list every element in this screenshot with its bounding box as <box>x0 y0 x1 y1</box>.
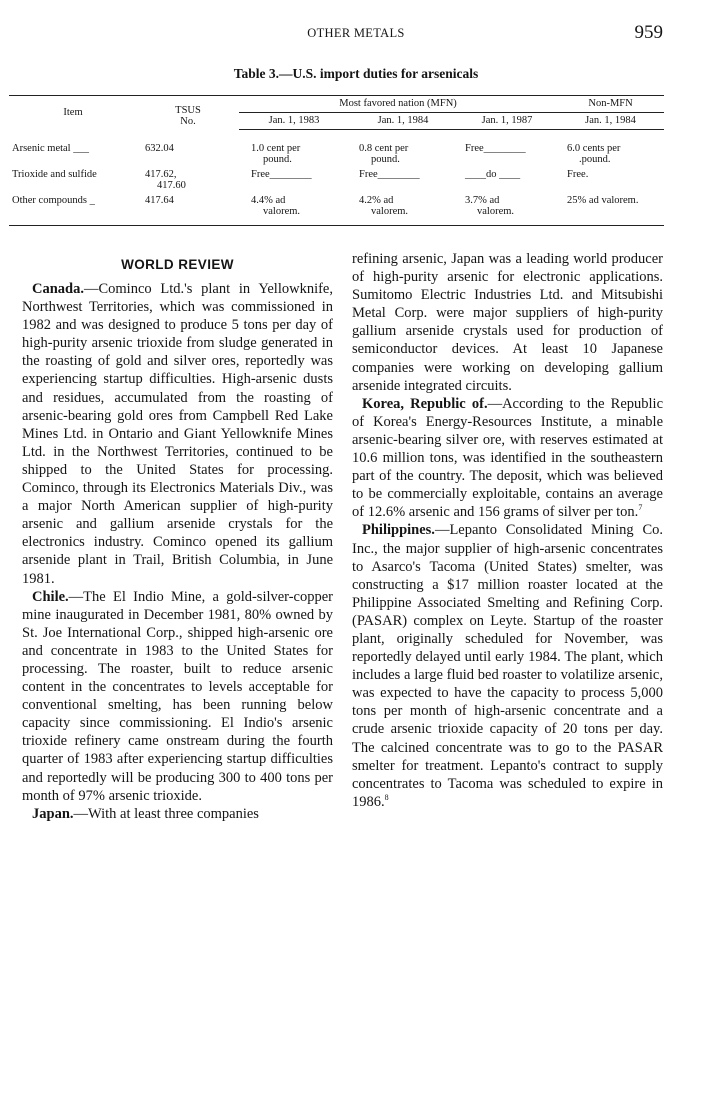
country-heading: Chile. <box>32 588 69 605</box>
cell-line: 4.2% ad <box>359 195 394 206</box>
cell-line: valorem. <box>371 206 409 217</box>
cell-mfn-1983 <box>239 130 349 168</box>
cell-line: 3.7% ad <box>465 195 500 206</box>
cell-line: 417.62, <box>145 169 177 180</box>
cell-tsus <box>137 167 239 193</box>
cell-line: pound. <box>263 154 292 165</box>
cell-mfn-1987 <box>457 130 557 168</box>
cell-line: Free________ <box>465 143 526 154</box>
header-mfn-1984: Jan. 1, 1984 <box>349 113 457 130</box>
paragraph-canada <box>22 280 333 588</box>
section-heading: WORLD REVIEW <box>121 257 234 272</box>
cell-line: Free. <box>567 169 589 180</box>
cell-non-mfn-1984 <box>557 130 664 168</box>
cell-line: .pound. <box>579 154 611 165</box>
cell-mfn-1984 <box>349 193 457 226</box>
table-row <box>9 167 664 193</box>
cell-non-mfn-1984 <box>557 193 664 226</box>
paragraph-japan-continued: refining arsenic, Japan was a leading world producer of high-purity arsenic for electronic applications. Sumitomo Electric Industries Ltd. and Mitsubishi Metal Corp. were major suppliers of high-purity gallium arsenide crystals used for production of semiconductor devices. At least 10 Japanese companies were working on developing gallium arsenide integrated circuits. <box>352 251 663 394</box>
cell-line: 417.64 <box>145 195 174 206</box>
table-caption: Table 3.—U.S. import duties for arsenicals <box>233 66 479 81</box>
header-non-mfn-group: Non-MFN <box>557 96 664 113</box>
table-row <box>9 130 664 168</box>
paragraph-text: —Cominco Ltd.'s plant in Yellowknife, Northwest Territories, which was commissioned in 1982 and was designed to produce 5 tons per day of high-purity arsenic trioxide from sludge generated in the roasting of gold and silver ores, reportedly was experiencing startup difficulties. High-arsenic dusts and residues, accumulated from the roasting of arsenic-bearing gold ores from Campbell Red Lake Mines Ltd. in Ontario and Giant Yellowknife Mines Ltd. in the Northwest Territories, continued to be shipped to the United States for processing. Cominco, through its Electronics Materials Div., was a major North American supplier of high-purity arsenic and gallium arsenide crystals for the electronics industry. Cominco opened its gallium arsenide plant in Trail, British Columbia, in June 1981. <box>22 281 333 587</box>
cell-item: Arsenic metal ___ <box>12 142 89 154</box>
header-tsus-line1: TSUS <box>175 104 201 116</box>
running-head <box>0 22 712 46</box>
cell-line: Free________ <box>251 169 312 180</box>
section-divider <box>9 225 664 226</box>
cell-line: pound. <box>371 154 400 165</box>
paragraph-chile <box>22 588 333 805</box>
cell-line: 25% ad valorem. <box>567 195 639 206</box>
country-heading: Canada. <box>32 281 84 297</box>
paragraph-philippines <box>352 521 663 811</box>
running-title: OTHER METALS <box>307 26 405 40</box>
footnote-ref: 8 <box>384 792 389 802</box>
header-item: Item <box>9 96 137 130</box>
cell-line: 417.60 <box>157 180 186 191</box>
header-mfn-1987: Jan. 1, 1987 <box>457 113 557 130</box>
cell-item: Other compounds _ <box>9 193 137 226</box>
cell-mfn-1984 <box>349 167 457 193</box>
header-mfn-group: Most favored nation (MFN) <box>239 96 557 113</box>
cell-item: Trioxide and sulfide <box>12 169 97 180</box>
country-heading: Japan. <box>32 805 74 822</box>
cell-line: Free________ <box>359 169 420 180</box>
cell-mfn-1984 <box>349 130 457 168</box>
cell-line: valorem. <box>263 206 301 217</box>
header-tsus <box>137 96 239 130</box>
header-tsus-line2: No. <box>180 115 196 127</box>
paragraph-text: —Lepanto Consolidated Mining Co. Inc., the major supplier of high-arsenic concentrates to Asarco's Tacoma (United States) smelter, was constructing a $17 million roaster located at the Philippine Associated Smelting and Refining Corp. (PASAR) complex on Leyte. Startup of the roaster plant, originally scheduled for November, was reportedly delayed until early 1984. The plant, which includes a large fluid bed roaster to volatilize arsenic, was expected to have the capacity to process 5,000 tons per month of high-arsenic concentrate and a crude arsenic trioxide capacity of 20 tons per day. The calcined concentrate was to go to the PASAR smelter for treatment. Lepanto's contract to supply concentrates to Tacoma was scheduled to expire in 1986. <box>352 522 663 810</box>
paragraph-japan <box>22 805 333 823</box>
paragraph-text: —The El Indio Mine, a gold-silver-copper mine inaugurated in December 1981, 80% owned by St. Joe International Corp., shipped high-arsenic ore and concentrate in 1983 to the United States for processing. The roaster, built to reduce arsenic content in the concentrates to levels acceptable for conventional smelting, has been running below capacity since commissioning. El Indio's arsenic trioxide refinery came onstream during the fourth quarter of 1983 after experiencing startup difficulties and reportedly will be producing 300 to 400 tons per month of 97% arsenic trioxide. <box>22 588 333 804</box>
page-number: 959 <box>634 22 663 43</box>
country-heading: Korea, Republic of. <box>362 395 488 412</box>
import-duties-table <box>9 95 664 226</box>
cell-line: 4.4% ad <box>251 195 286 206</box>
cell-line: 6.0 cents per <box>567 143 621 154</box>
header-non-mfn-1984: Jan. 1, 1984 <box>557 113 664 130</box>
cell-mfn-1987 <box>457 193 557 226</box>
cell-line: valorem. <box>477 206 515 217</box>
footnote-ref: 7 <box>638 503 643 513</box>
article-column-right <box>352 250 663 811</box>
table-header-row <box>9 96 664 113</box>
cell-mfn-1983 <box>239 193 349 226</box>
article-column-left <box>22 250 333 823</box>
cell-mfn-1987 <box>457 167 557 193</box>
cell-non-mfn-1984 <box>557 167 664 193</box>
table-row <box>9 193 664 226</box>
paragraph-text: —With at least three companies <box>73 805 259 822</box>
cell-line: ____do ____ <box>465 169 521 180</box>
cell-tsus <box>137 130 239 168</box>
cell-mfn-1983 <box>239 167 349 193</box>
paragraph-korea <box>352 395 663 522</box>
cell-line: 1.0 cent per <box>251 143 301 154</box>
paragraph-text: —According to the Republic of Korea's Energy-Resources Institute, a minable arsenic-bearing silver ore, with reserves estimated at 10.6 million tons, was identified in the southeastern part of the country. The deposit, which was believed to be commercially exploitable, contains an average of 12.6% arsenic and 156 grams of silver per ton. <box>352 395 664 521</box>
cell-line: 632.04 <box>145 142 174 154</box>
header-mfn-1983: Jan. 1, 1983 <box>239 113 349 130</box>
cell-tsus <box>137 193 239 226</box>
cell-line: 0.8 cent per <box>359 143 409 154</box>
country-heading: Philippines. <box>362 522 435 539</box>
